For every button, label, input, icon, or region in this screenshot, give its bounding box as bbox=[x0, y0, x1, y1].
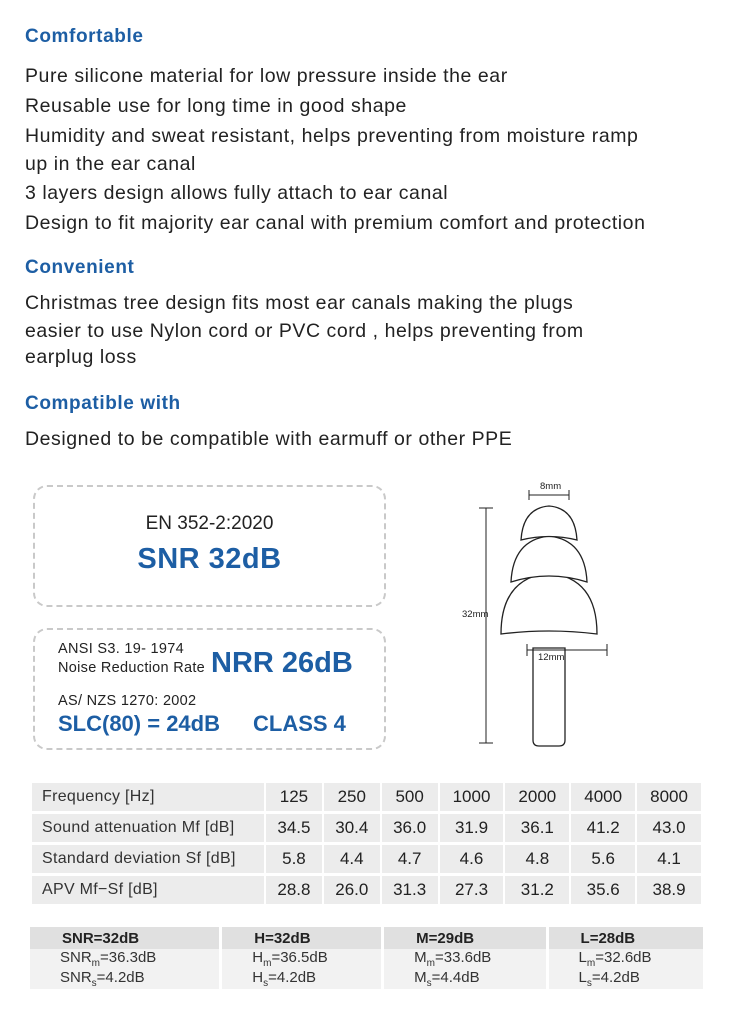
table-cell: 1000 bbox=[440, 783, 504, 811]
table-row bbox=[32, 783, 701, 811]
earplug-flange-large bbox=[501, 573, 597, 634]
snr-value: =4.2dB bbox=[591, 969, 640, 986]
snr-header: L=28dB bbox=[547, 927, 703, 949]
feature-line: Designed to be compatible with earmuff or other PPE bbox=[25, 428, 513, 450]
feature-line: Christmas tree design fits most ear canals making the plugs bbox=[25, 292, 574, 314]
snr-value: =36.5dB bbox=[271, 949, 328, 966]
height-label: 32mm bbox=[462, 609, 489, 620]
feature-line: Pure silicone material for low pressure inside the ear bbox=[25, 65, 508, 87]
snr-value: =4.2dB bbox=[96, 969, 145, 986]
row-label: Frequency [Hz] bbox=[32, 783, 264, 811]
snr-cell bbox=[383, 969, 547, 989]
earplug-dimension-diagram bbox=[455, 478, 635, 758]
table-cell: 43.0 bbox=[637, 814, 701, 842]
section-title-convenient: Convenient bbox=[25, 257, 135, 278]
ansi-rating-box bbox=[33, 628, 386, 750]
table-cell: 4.7 bbox=[382, 845, 438, 873]
section-title-comfortable: Comfortable bbox=[25, 26, 144, 47]
snr-subscript: s bbox=[91, 978, 97, 989]
snr-subscript: m bbox=[263, 958, 272, 969]
table-cell: 2000 bbox=[505, 783, 569, 811]
table-row bbox=[32, 845, 701, 873]
snr-value: =4.2dB bbox=[268, 969, 317, 986]
snr-symbol: SNR bbox=[60, 949, 92, 966]
snr-symbol: SNR bbox=[60, 969, 92, 986]
row-label: Sound attenuation Mf [dB] bbox=[32, 814, 264, 842]
table-row bbox=[32, 876, 701, 904]
table-cell: 30.4 bbox=[324, 814, 380, 842]
snr-value: =32.6dB bbox=[595, 949, 652, 966]
table-row bbox=[30, 949, 703, 969]
as-standard: AS/ NZS 1270: 2002 bbox=[58, 693, 197, 709]
snr-cell bbox=[221, 949, 383, 969]
snr-header: SNR=32dB bbox=[30, 927, 221, 949]
top-width-label: 8mm bbox=[540, 481, 562, 492]
table-cell: 36.0 bbox=[382, 814, 438, 842]
snr-symbol: L bbox=[578, 969, 587, 986]
table-cell: 35.6 bbox=[571, 876, 635, 904]
en-standard: EN 352-2:2020 bbox=[145, 513, 274, 534]
table-cell: 500 bbox=[382, 783, 438, 811]
table-cell: 34.5 bbox=[266, 814, 322, 842]
snr-subscript: m bbox=[426, 958, 435, 969]
snr-cell bbox=[30, 969, 221, 989]
snr-value: =36.3dB bbox=[100, 949, 157, 966]
table-cell: 28.8 bbox=[266, 876, 322, 904]
section-title-compatible: Compatible with bbox=[25, 393, 181, 414]
row-label: APV Mf−Sf [dB] bbox=[32, 876, 264, 904]
slc-value: SLC(80) = 24dB bbox=[58, 711, 220, 736]
table-cell: 4.8 bbox=[505, 845, 569, 873]
snr-summary-table bbox=[30, 927, 703, 989]
table-cell: 125 bbox=[266, 783, 322, 811]
table-cell: 5.8 bbox=[266, 845, 322, 873]
table-cell: 27.3 bbox=[440, 876, 504, 904]
table-cell: 31.9 bbox=[440, 814, 504, 842]
table-row bbox=[30, 969, 703, 989]
table-cell: 41.2 bbox=[571, 814, 635, 842]
table-cell: 38.9 bbox=[637, 876, 701, 904]
snr-cell bbox=[383, 949, 547, 969]
snr-header: M=29dB bbox=[383, 927, 547, 949]
snr-cell bbox=[547, 949, 703, 969]
snr-subscript: m bbox=[91, 958, 101, 969]
table-cell: 4.4 bbox=[324, 845, 380, 873]
table-cell: 31.3 bbox=[382, 876, 438, 904]
row-label: Standard deviation Sf [dB] bbox=[32, 845, 264, 873]
earplug-flange-middle bbox=[511, 536, 587, 582]
snr-subscript: m bbox=[586, 958, 596, 969]
feature-line: earplug loss bbox=[25, 346, 137, 368]
feature-line: Reusable use for long time in good shape bbox=[25, 95, 407, 117]
earplug-flange-small bbox=[521, 506, 577, 540]
table-cell: 31.2 bbox=[505, 876, 569, 904]
table-cell: 36.1 bbox=[505, 814, 569, 842]
snr-symbol: H bbox=[252, 949, 264, 966]
table-cell: 250 bbox=[324, 783, 380, 811]
snr-subscript: s bbox=[426, 978, 432, 989]
snr-symbol: M bbox=[414, 949, 427, 966]
table-cell: 4000 bbox=[571, 783, 635, 811]
feature-line: Humidity and sweat resistant, helps preventing from moisture ramp bbox=[25, 125, 639, 147]
snr-symbol: M bbox=[414, 969, 427, 986]
table-cell: 8000 bbox=[637, 783, 701, 811]
nrr-value: NRR 26dB bbox=[211, 647, 353, 679]
feature-line: easier to use Nylon cord or PVC cord , helps preventing from bbox=[25, 320, 584, 342]
snr-subscript: s bbox=[586, 978, 592, 989]
snr-value: =33.6dB bbox=[435, 949, 492, 966]
snr-cell bbox=[547, 969, 703, 989]
en-rating-box bbox=[33, 485, 386, 607]
feature-line: 3 layers design allows fully attach to ear canal bbox=[25, 182, 449, 204]
feature-line: Design to fit majority ear canal with premium comfort and protection bbox=[25, 212, 646, 234]
attenuation-table bbox=[30, 780, 703, 907]
snr-cell bbox=[221, 969, 383, 989]
snr-symbol: L bbox=[578, 949, 587, 966]
table-cell: 4.1 bbox=[637, 845, 701, 873]
table-row bbox=[32, 814, 701, 842]
snr-value: =4.4dB bbox=[431, 969, 480, 986]
snr-value: SNR 32dB bbox=[137, 543, 282, 575]
base-width-label: 12mm bbox=[538, 652, 565, 663]
snr-header: H=32dB bbox=[221, 927, 383, 949]
ansi-standard: ANSI S3. 19- 1974 bbox=[58, 641, 185, 657]
table-cell: 26.0 bbox=[324, 876, 380, 904]
snr-cell bbox=[30, 949, 221, 969]
nrr-label: Noise Reduction Rate bbox=[58, 660, 206, 676]
class-value: CLASS 4 bbox=[253, 711, 346, 736]
table-cell: 4.6 bbox=[440, 845, 504, 873]
snr-symbol: H bbox=[252, 969, 264, 986]
feature-line: up in the ear canal bbox=[25, 153, 196, 175]
snr-subscript: s bbox=[263, 978, 269, 989]
table-cell: 5.6 bbox=[571, 845, 635, 873]
